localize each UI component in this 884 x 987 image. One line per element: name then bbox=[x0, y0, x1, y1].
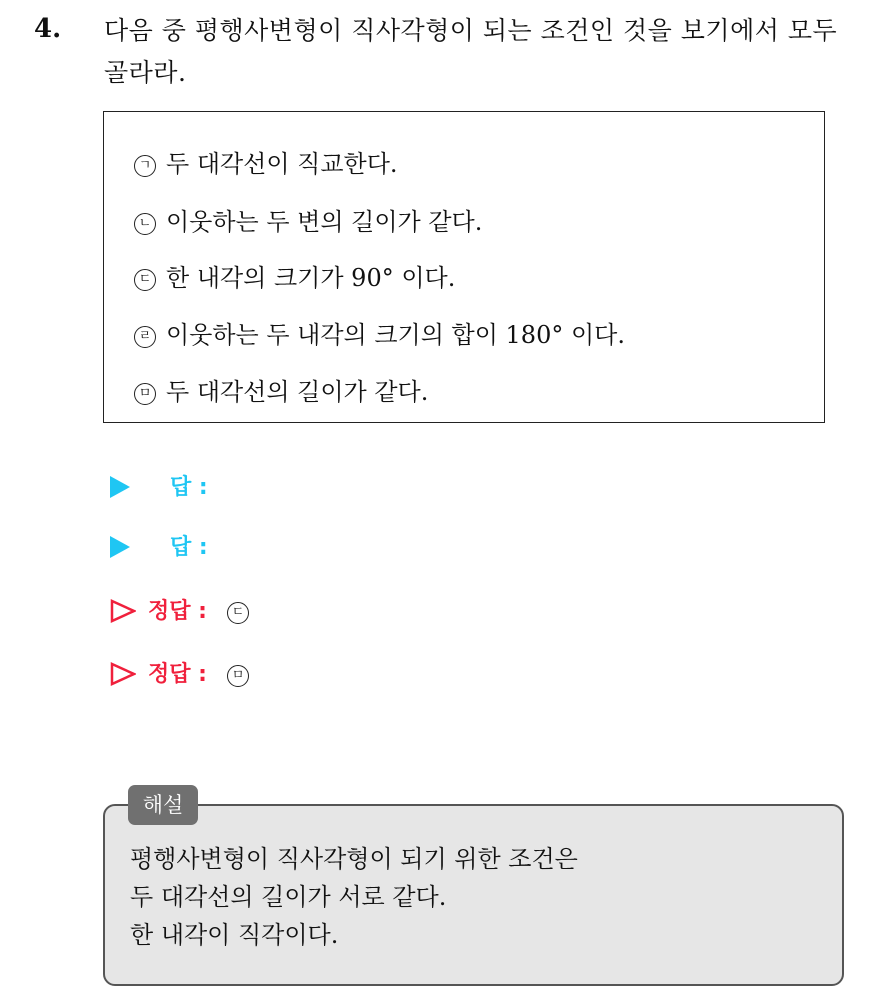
option-text: 이웃하는 두 내각의 크기의 합이 180° 이다. bbox=[166, 321, 625, 349]
option-item bbox=[134, 315, 625, 355]
correct-answer-label: 정답 : bbox=[148, 599, 207, 624]
correct-answer-value: ㄷ bbox=[227, 602, 249, 624]
play-triangle-icon bbox=[110, 476, 130, 498]
option-text: 한 내각의 크기가 90° 이다. bbox=[166, 264, 456, 292]
options-box bbox=[103, 111, 825, 423]
correct-answer-value: ㅁ bbox=[227, 665, 249, 687]
explanation-line: 한 내각이 직각이다. bbox=[130, 921, 339, 949]
answer-field[interactable] bbox=[110, 468, 208, 508]
explanation-text bbox=[130, 840, 578, 954]
option-text: 이웃하는 두 변의 길이가 같다. bbox=[166, 208, 483, 236]
option-item bbox=[134, 144, 398, 184]
outline-triangle-icon bbox=[110, 599, 136, 623]
option-marker: ㄷ bbox=[134, 269, 156, 291]
explanation-line: 평행사변형이 직사각형이 되기 위한 조건은 bbox=[130, 845, 578, 873]
outline-triangle-icon bbox=[110, 662, 136, 686]
option-text: 두 대각선의 길이가 같다. bbox=[166, 378, 429, 406]
question-text: 다음 중 평행사변형이 직사각형이 되는 조건인 것을 보기에서 모두 골라라. bbox=[104, 16, 838, 87]
option-item bbox=[134, 372, 428, 412]
correct-answer-label: 정답 : bbox=[148, 662, 207, 687]
answer-field[interactable] bbox=[110, 528, 208, 568]
option-item bbox=[134, 258, 455, 298]
option-item bbox=[134, 202, 482, 242]
answer-label: 답 : bbox=[170, 475, 208, 500]
explanation-line: 두 대각선의 길이가 서로 같다. bbox=[130, 883, 447, 911]
explanation-tag: 해설 bbox=[128, 785, 198, 825]
option-text: 두 대각선이 직교한다. bbox=[166, 150, 398, 178]
correct-answer bbox=[110, 592, 249, 632]
option-marker: ㅁ bbox=[134, 383, 156, 405]
answer-label: 답 : bbox=[170, 535, 208, 560]
option-marker: ㄹ bbox=[134, 326, 156, 348]
question-number: 4. bbox=[34, 14, 62, 44]
option-marker: ㄱ bbox=[134, 155, 156, 177]
play-triangle-icon bbox=[110, 536, 130, 558]
option-marker: ㄴ bbox=[134, 213, 156, 235]
correct-answer bbox=[110, 655, 249, 695]
